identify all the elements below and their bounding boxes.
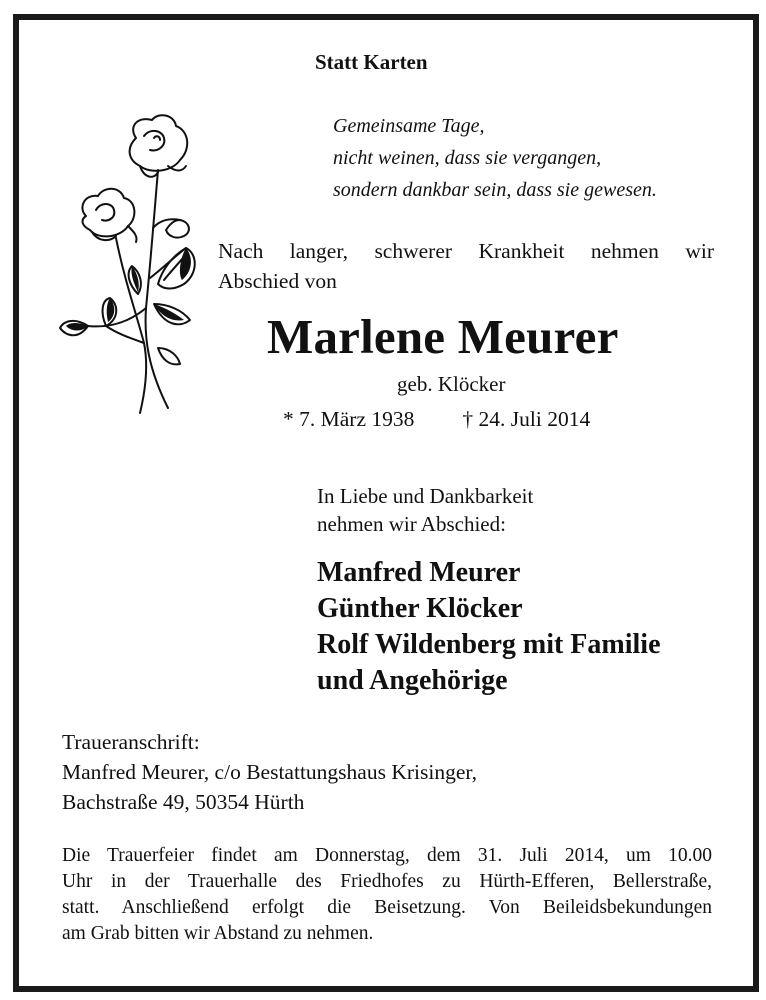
- thanks-line: In Liebe und Dankbarkeit: [317, 484, 534, 508]
- poem: [333, 110, 657, 206]
- mourner-name: Günther Klöcker: [317, 593, 523, 624]
- intro-line: Nach langer, schwerer Krankheit nehmen wir: [218, 239, 714, 263]
- ceremony-line: Die Trauerfeier findet am Donnerstag, dem 31. Juli 2014, um 10.00: [62, 845, 712, 866]
- life-dates: [283, 407, 590, 432]
- intro-line: Abschied von: [218, 269, 337, 293]
- address-line: Manfred Meurer, c/o Bestattungshaus Krisinger,: [62, 760, 478, 784]
- ceremony-info: [62, 843, 712, 947]
- poem-line: sondern dankbar sein, dass sie gewesen.: [333, 179, 657, 201]
- poem-line: nicht weinen, dass sie vergangen,: [333, 147, 602, 169]
- mourners-list: [317, 555, 661, 699]
- rose-icon: [58, 108, 208, 418]
- thanks-line: nehmen wir Abschied:: [317, 512, 506, 536]
- ceremony-line: am Grab bitten wir Abstand zu nehmen.: [62, 923, 374, 944]
- death-date: † 24. Juli 2014: [462, 407, 591, 431]
- address-line: Bachstraße 49, 50354 Hürth: [62, 790, 305, 814]
- ceremony-line: Uhr in der Trauerhalle des Friedhofes zu Hürth-Efferen, Bellerstraße,: [62, 871, 712, 892]
- mourner-name: Rolf Wildenberg mit Familie: [317, 629, 661, 660]
- intro-text: [218, 236, 714, 296]
- deceased-name: Marlene Meurer: [267, 309, 619, 364]
- ceremony-line: statt. Anschließend erfolgt die Beisetzung. Von Beileidsbekundungen: [62, 897, 712, 918]
- mourner-name: und Angehörige: [317, 665, 508, 696]
- thanks-text: [317, 482, 533, 538]
- poem-line: Gemeinsame Tage,: [333, 115, 485, 137]
- birth-date: * 7. März 1938: [283, 407, 415, 431]
- notice-header: Statt Karten: [315, 50, 428, 74]
- mourner-name: Manfred Meurer: [317, 557, 521, 588]
- maiden-name: geb. Klöcker: [397, 372, 506, 396]
- mourning-address: [62, 727, 477, 817]
- address-line: Traueranschrift:: [62, 730, 200, 754]
